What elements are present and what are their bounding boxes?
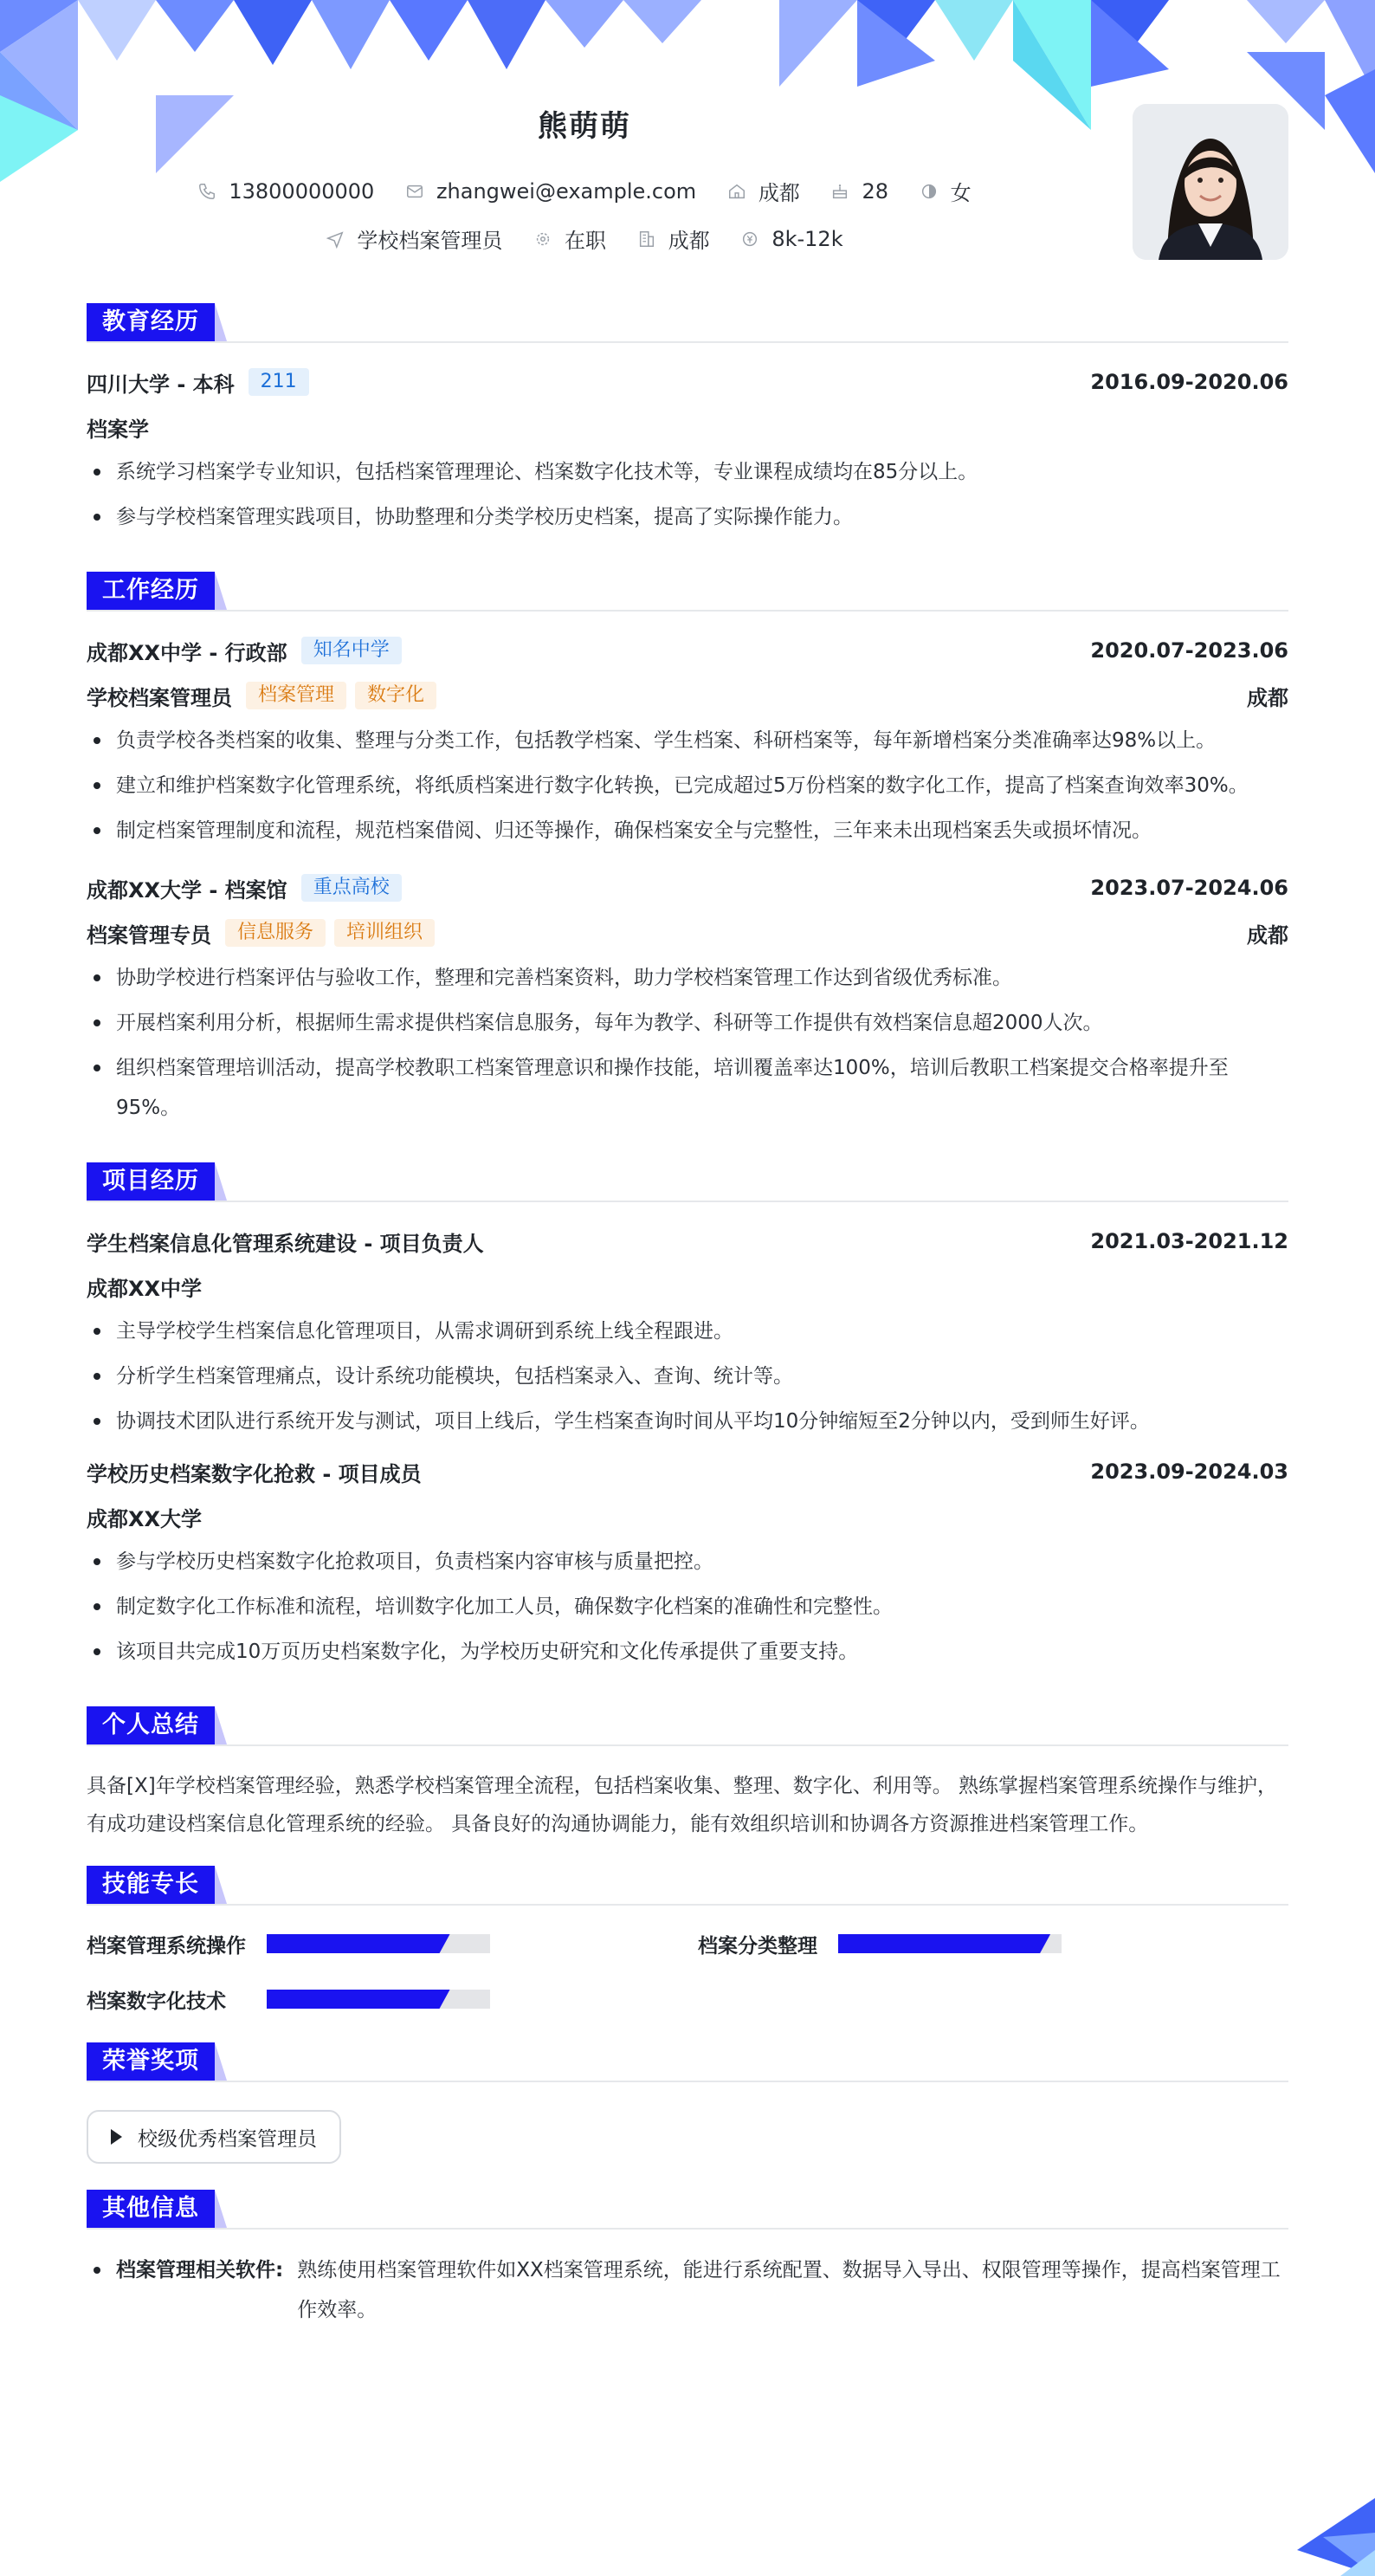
other-label: 档案管理相关软件:: [116, 2259, 284, 2282]
section-title-skills: 技能专长: [87, 1866, 215, 1904]
section-title-projects: 项目经历: [87, 1162, 215, 1201]
contact-row: [87, 176, 1082, 206]
list-item: 参与学校历史档案数字化抢救项目，负责档案内容审核与质量把控。: [87, 1542, 1288, 1582]
age-item: [830, 179, 888, 204]
list-item: 建立和维护档案数字化管理系统，将纸质档案进行数字化转换，已完成超过5万份档案的数字化工作，提高了档案查询效率30%。: [87, 766, 1288, 806]
skill-bar: [838, 1934, 1062, 1953]
position-item: [326, 223, 502, 254]
avatar: [1133, 104, 1288, 260]
cake-icon: [830, 182, 849, 201]
skill-name: 档案数字化技术: [87, 1990, 226, 2013]
phone-item: [197, 179, 374, 204]
skills-grid: [87, 1926, 1288, 2016]
skill-bar-fill: [267, 1934, 450, 1953]
section-header: [87, 2042, 1288, 2082]
skill-item: [87, 1982, 698, 2016]
building-icon: [637, 230, 656, 249]
section-header: [87, 1706, 1288, 1746]
education-section: [87, 303, 1288, 537]
work-city: 成都: [1247, 922, 1288, 948]
work-entry: [87, 870, 1288, 1128]
major-row: [87, 409, 1288, 445]
section-title-other: 其他信息: [87, 2190, 215, 2228]
resume-page: [87, 0, 1288, 2330]
skill-bar: [267, 1934, 490, 1953]
profile-photo: [1133, 104, 1288, 260]
city-text: 成都: [758, 181, 800, 205]
skills-section: [87, 1866, 1288, 2016]
section-header: [87, 2190, 1288, 2230]
summary-section: [87, 1706, 1288, 1843]
work-org-row: [87, 870, 1288, 906]
list-item: 该项目共完成10万页历史档案数字化，为学校历史研究和文化传承提供了重要支持。: [87, 1632, 1288, 1672]
work-section: [87, 572, 1288, 1128]
salary-text: 8k-12k: [771, 226, 843, 251]
phone-text: 13800000000: [229, 178, 375, 204]
job-intent-row: [87, 223, 1082, 254]
section-title-work: 工作经历: [87, 572, 215, 610]
skill-bar: [267, 1990, 490, 2009]
list-item: 协助学校进行档案评估与验收工作，整理和完善档案资料，助力学校档案管理工作达到省级优秀标准。: [87, 958, 1288, 998]
section-title-education: 教育经历: [87, 303, 215, 341]
target-city-text: 成都: [668, 229, 710, 253]
age-text: 28: [862, 178, 888, 204]
other-text: 熟练使用档案管理软件如XX档案管理系统，能进行系统配置、数据导入导出、权限管理等操作，提高档案管理工作效率。: [297, 2259, 1281, 2321]
other-section: [87, 2190, 1288, 2330]
list-item: 负责学校各类档案的收集、整理与分类工作，包括教学档案、学生档案、科研档案等，每年新增档案分类准确率达98%以上。: [87, 721, 1288, 761]
projects-section: [87, 1162, 1288, 1672]
work-role: 学校档案管理员: [87, 685, 232, 710]
skill-item: [698, 1926, 1288, 1961]
project-bullets: [87, 1311, 1288, 1441]
skill-tag: 数字化: [355, 682, 436, 709]
play-triangle-icon: [111, 2129, 122, 2145]
education-date: 2016.09-2020.06: [1090, 370, 1288, 394]
work-role: 档案管理专员: [87, 922, 211, 948]
project-org: 成都XX中学: [87, 1276, 203, 1301]
skill-tag: 信息服务: [225, 919, 326, 947]
project-bullets: [87, 1542, 1288, 1672]
skill-name: 档案管理系统操作: [87, 1934, 246, 1958]
project-org-row: [87, 1268, 1288, 1304]
candidate-name: 熊萌萌: [538, 109, 631, 144]
work-date: 2023.07-2024.06: [1090, 876, 1288, 900]
work-city: 成都: [1247, 685, 1288, 710]
list-item: 系统学习档案学专业知识，包括档案管理理论、档案数字化技术等，专业课程成绩均在85分以上。: [87, 452, 1288, 492]
award-badge: [87, 2110, 341, 2164]
work-bullets: [87, 721, 1288, 851]
section-header: [87, 303, 1288, 343]
summary-text: 具备[X]年学校档案管理经验，熟悉学校档案管理全流程，包括档案收集、整理、数字化、利用等。 熟练掌握档案管理系统操作与维护，有成功建设档案信息化管理系统的经验。 具备良好的沟通协调能力，能有效组织培训和协调各方资源推进档案管理工作。: [87, 1775, 1278, 1835]
gender-text: 女: [950, 181, 972, 205]
home-icon: [727, 182, 746, 201]
skill-tag: 档案管理: [246, 682, 346, 709]
major-name: 档案学: [87, 417, 149, 442]
skill-bar-fill: [267, 1990, 450, 2009]
work-bullets: [87, 958, 1288, 1128]
gender-item: [920, 176, 972, 206]
work-role-row: [87, 915, 1288, 951]
list-item: 开展档案利用分析，根据师生需求提供档案信息服务，每年为教学、科研等工作提供有效档案信息超2000人次。: [87, 1003, 1288, 1043]
education-row: [87, 364, 1288, 400]
work-role-row: [87, 677, 1288, 714]
project-date: 2023.09-2024.03: [1090, 1460, 1288, 1484]
list-item: [87, 2250, 1288, 2330]
section-header: [87, 1162, 1288, 1202]
skill-item: [87, 1926, 698, 1961]
work-org-tag: 重点高校: [301, 874, 402, 902]
position-text: 学校档案管理员: [357, 229, 503, 253]
skill-tag: 培训组织: [334, 919, 435, 947]
school-name: 四川大学 - 本科: [87, 372, 235, 397]
status-text: 在职: [565, 229, 607, 253]
section-header: [87, 1866, 1288, 1906]
work-org: 成都XX中学 - 行政部: [87, 640, 287, 665]
list-item: 参与学校档案管理实践项目，协助整理和分类学校历史档案，提高了实际操作能力。: [87, 497, 1288, 537]
email-text: zhangwei@example.com: [436, 178, 697, 204]
list-item: 组织档案管理培训活动，提高学校教职工档案管理意识和操作技能，培训覆盖率达100%，培训后教职工档案提交合格率提升至95%。: [87, 1048, 1288, 1128]
list-item: 协调技术团队进行系统开发与测试，项目上线后，学生档案查询时间从平均10分钟缩短至2分钟以内，受到师生好评。: [87, 1401, 1288, 1441]
status-item: [533, 223, 606, 254]
school-tag: 211: [249, 368, 309, 396]
education-bullets: [87, 452, 1288, 537]
list-item: 主导学校学生档案信息化管理项目，从需求调研到系统上线全程跟进。: [87, 1311, 1288, 1351]
money-icon: [740, 230, 759, 249]
project-title-row: [87, 1453, 1288, 1490]
section-title-summary: 个人总结: [87, 1706, 215, 1744]
project-entry: [87, 1453, 1288, 1672]
work-org-row: [87, 632, 1288, 669]
salary-item: [740, 227, 842, 251]
project-entry: [87, 1223, 1288, 1441]
project-date: 2021.03-2021.12: [1090, 1229, 1288, 1253]
work-entry: [87, 632, 1288, 851]
section-header: [87, 572, 1288, 612]
work-org-tag: 知名中学: [301, 637, 402, 664]
skill-bar-fill: [838, 1934, 1050, 1953]
list-item: 制定数字化工作标准和流程，培训数字化加工人员，确保数字化档案的准确性和完整性。: [87, 1587, 1288, 1627]
target-city-item: [637, 223, 710, 254]
email-item: [405, 179, 696, 204]
list-item: 分析学生档案管理痛点，设计系统功能模块，包括档案录入、查询、统计等。: [87, 1356, 1288, 1396]
section-title-honors: 荣誉奖项: [87, 2042, 215, 2081]
phone-icon: [197, 182, 216, 201]
other-list: [87, 2250, 1288, 2330]
work-org: 成都XX大学 - 档案馆: [87, 877, 287, 903]
corner-triangle-decoration: [1288, 2498, 1375, 2576]
resume-header: [87, 0, 1288, 277]
status-icon: [533, 230, 552, 249]
city-item: [727, 176, 800, 206]
gender-icon: [920, 182, 939, 201]
project-title: 学校历史档案数字化抢救 - 项目成员: [87, 1461, 422, 1486]
mail-icon: [405, 182, 424, 201]
honors-section: [87, 2042, 1288, 2164]
project-org-row: [87, 1498, 1288, 1535]
send-icon: [326, 230, 345, 249]
award-name: 校级优秀档案管理员: [138, 2127, 317, 2151]
project-org: 成都XX大学: [87, 1506, 203, 1531]
skill-name: 档案分类整理: [698, 1934, 817, 1958]
list-item: 制定档案管理制度和流程，规范档案借阅、归还等操作，确保档案安全与完整性，三年来未出现档案丢失或损坏情况。: [87, 811, 1288, 851]
project-title: 学生档案信息化管理系统建设 - 项目负责人: [87, 1231, 484, 1256]
work-date: 2020.07-2023.06: [1090, 638, 1288, 663]
project-title-row: [87, 1223, 1288, 1259]
